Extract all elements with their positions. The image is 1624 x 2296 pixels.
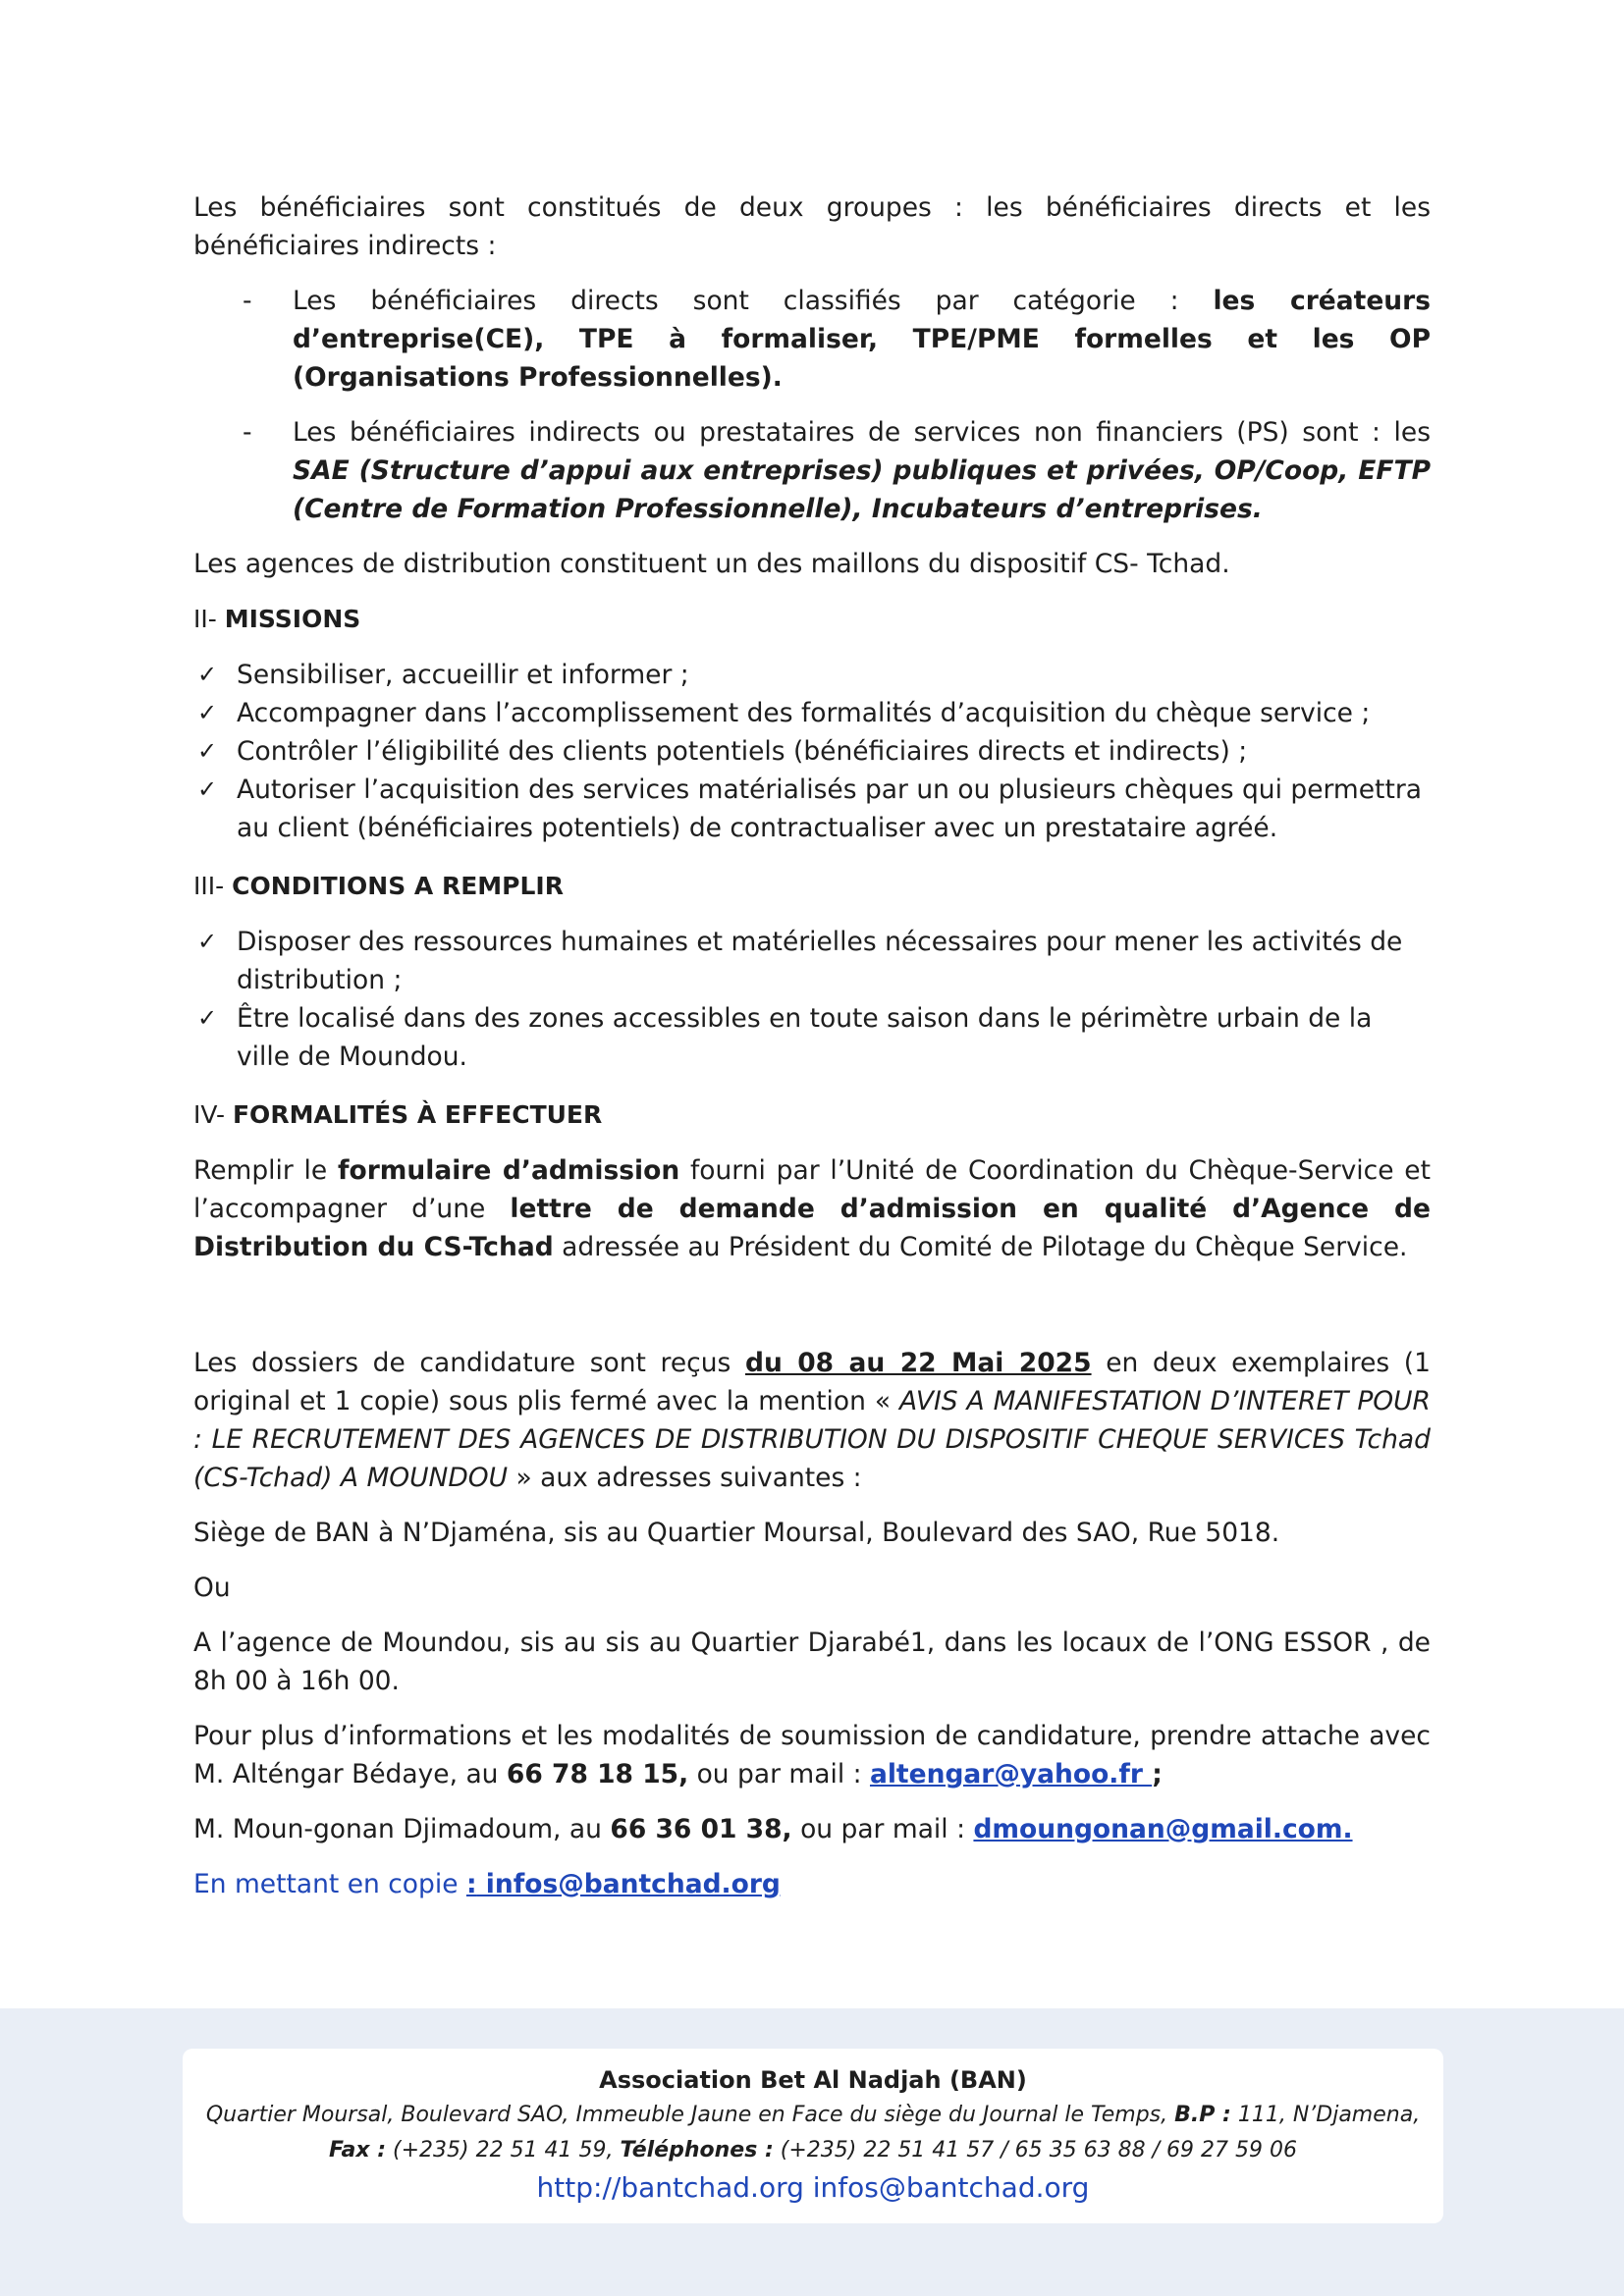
agencies-paragraph: Les agences de distribution constituent un des maillons du dispositif CS- Tchad. [193,549,1230,579]
dossiers-paragraph: Les dossiers de candidature sont reçus du 08 au 22 Mai 2025 en deux exemplaires (1 original et 1 copie) sous plis fermé avec la mention « AVIS A MANIFESTATION D’INTERET POUR : LE RECRUTEMENT DES AGENCES DE DISTRIBUTION DU DISPOSITIF CHEQUE SERVICES Tchad (CS-Tchad) A MOUNDOU » aux adresses suivantes : [193,1348,1432,1493]
email-link[interactable]: altengar@yahoo.fr [869,1759,1153,1789]
phone-number: 66 78 18 15, [506,1759,689,1789]
document-body [193,188,1431,1920]
formalities-heading: IV- FORMALITÉS À EFFECTUER [193,1100,603,1129]
list-item: ✓ Autoriser l’acquisition des services matérialisés par un ou plusieurs chèques qui permettra au client (bénéficiaires potentiels) de contractualiser avec un prestataire agréé. [193,771,1431,847]
footer-phones: Fax : (+235) 22 51 41 59, Téléphones : (+235) 22 51 41 57 / 65 35 63 88 / 69 27 59 06 [329,2138,1297,2163]
checkmark-icon: ✓ [197,661,218,688]
checkmark-icon: ✓ [197,775,218,803]
direct-categories: les créateurs d’entreprise(CE), TPE à formaliser, TPE/PME formelles et les OP (Organisations Professionnelles). [293,286,1431,393]
missions-heading: II- MISSIONS [193,605,361,633]
contact-paragraph-2: M. Moun-gonan Djimadoum, au 66 36 01 38, ou par mail : dmoungonan@gmail.com. [193,1814,1353,1844]
list-item: ✓ Accompagner dans l’accomplissement des formalités d’acquisition du chèque service ; [193,694,1431,732]
checkmark-icon: ✓ [197,1004,218,1032]
or-text: Ou [193,1573,231,1603]
list-item: ✓ Être localisé dans des zones accessibles en toute saison dans le périmètre urbain de la ville de Moundou. [193,999,1431,1076]
checkmark-icon: ✓ [197,928,218,955]
organization-name: Association Bet Al Nadjah (BAN) [599,2066,1027,2094]
list-item: ✓ Sensibiliser, accueillir et informer ; [193,656,1431,694]
indirect-categories: SAE (Structure d’appui aux entreprises) publiques et privées, OP/Coop, EFTP (Centre de Formation Professionnelle), Incubateurs d’entreprises. [293,455,1431,524]
indirect-beneficiaries-item [193,413,1431,528]
submission-dates: du 08 au 22 Mai 2025 [744,1348,1092,1378]
checkmark-icon: ✓ [197,699,218,726]
indirect-prefix: Les bénéficiaires indirects ou prestataires de services non financiers (PS) sont : les [293,417,1431,448]
agence-address: A l’agence de Moundou, sis au sis au Quartier Djarabé1, dans les locaux de l’ONG ESSOR , de 8h 00 à 16h 00. [193,1628,1431,1696]
list-item: ✓ Contrôler l’éligibilité des clients potentiels (bénéficiaires directs et indirects) ; [193,732,1431,771]
email-link[interactable]: infos@bantchad.org [476,1869,781,1899]
footer-address: Quartier Moursal, Boulevard SAO, Immeuble Jaune en Face du siège du Journal le Temps, B.P : 111, N’Djamena, [205,2103,1421,2127]
submission-mention: AVIS A MANIFESTATION D’INTERET POUR : LE RECRUTEMENT DES AGENCES DE DISTRIBUTION DU DISPOSITIF CHEQUE SERVICES Tchad (CS-Tchad) A MOUNDOU [193,1386,1431,1493]
footer-card [183,2049,1443,2223]
conditions-list [193,923,1431,1076]
contact-paragraph-1: Pour plus d’informations et les modalités de soumission de candidature, prendre attache avec M. Alténgar Bédaye, au 66 78 18 15, ou par mail : altengar@yahoo.fr ; [193,1721,1431,1789]
dash-bullet: - [243,286,252,316]
direct-beneficiaries-item [193,282,1431,397]
formalities-paragraph: Remplir le formulaire d’admission fourni par l’Unité de Coordination du Chèque-Service et l’accompagner d’une lettre de demande d’admission en qualité d’Agence de Distribution du CS-Tchad adressée au Président du Comité de Pilotage du Chèque Service. [193,1155,1432,1262]
beneficiaries-list [193,282,1431,528]
intro-paragraph: Les bénéficiaires sont constitués de deux groupes : les bénéficiaires directs et les bénéficiaires indirects : [193,192,1431,261]
missions-list [193,656,1431,847]
phone-number: 66 36 01 38, [610,1814,792,1844]
list-item: ✓ Disposer des ressources humaines et matérielles nécessaires pour mener les activités de distribution ; [193,923,1431,999]
copy-line: En mettant en copie : infos@bantchad.org [193,1869,781,1899]
footer-website[interactable]: http://bantchad.org infos@bantchad.org [536,2171,1090,2204]
siege-address: Siège de BAN à N’Djaména, sis au Quartier Moursal, Boulevard des SAO, Rue 5018. [193,1518,1280,1548]
direct-prefix: Les bénéficiaires directs sont classifiés par catégorie : [293,286,1214,316]
email-link[interactable]: dmoungonan@gmail.com. [973,1814,1353,1844]
conditions-heading: III- CONDITIONS A REMPLIR [193,872,564,900]
dash-bullet: - [243,417,252,448]
checkmark-icon: ✓ [197,737,218,765]
